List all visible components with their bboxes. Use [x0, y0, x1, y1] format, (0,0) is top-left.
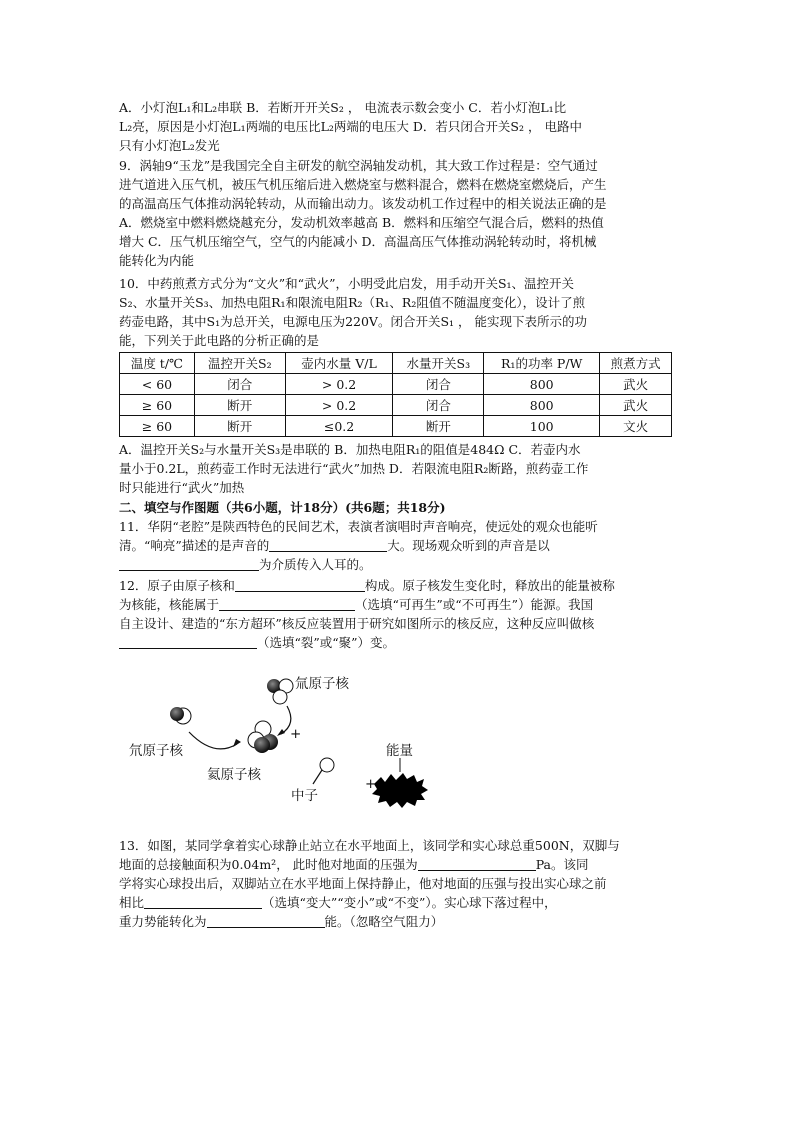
table-cell: 断开	[194, 395, 285, 416]
table-cell: < 60	[120, 374, 195, 395]
q10-function-table	[119, 352, 672, 437]
table-cell: 100	[484, 416, 600, 437]
table-cell: ≥ 60	[120, 416, 195, 437]
q13-text: ， 此时他对地面的压强为	[276, 857, 418, 872]
q11-text: 为介质传入人耳的。	[259, 557, 372, 572]
q9-line-1: 9．涡轴9“玉龙”是我国完全自主研发的航空涡轴发动机，其大致工作过程是：空气通过	[119, 158, 598, 173]
q12-line-3: 自主设计、建造的“东方超环”核反应装置用于研究如图所示的核反应，这种反应叫做核	[119, 616, 595, 631]
q12-text: 为核能，核能属于	[119, 597, 220, 612]
q8-line-2: L₂亮，原因是小灯泡L₁两端的电压比L₂两端的电压大 D．若只闭合开关S₂ ， 电路中	[119, 119, 582, 134]
section-2-heading: 二、填空与作图题（共6小题，计18分）(共6题；共18分)	[119, 500, 446, 515]
table-cell: > 0.2	[285, 374, 393, 395]
plus-sign-2: +	[365, 776, 377, 792]
question-12	[119, 576, 675, 652]
q9-line-3: 的高温高压气体推动涡轮转动，从而输出动力。该发动机工作过程中的相关说法正确的是	[119, 196, 607, 211]
deuterium-label: 氘原子核	[129, 743, 183, 759]
q13-text: 相比	[119, 895, 145, 910]
q11-answer-blank-1[interactable]	[269, 538, 387, 552]
q13-text: 能。（忽略空气阻力）	[324, 914, 444, 929]
question-8-options	[119, 98, 675, 155]
q13-line-5	[119, 912, 675, 931]
table-cell: ≥ 60	[120, 395, 195, 416]
table-cell: 武火	[600, 395, 672, 416]
header-mode: 煎煮方式	[600, 353, 672, 374]
q9-line-2: 进气道进入压气机，被压气机压缩后进入燃烧室与燃料混合，燃料在燃烧室燃烧后，产生	[119, 177, 607, 192]
tritium-nucleus	[267, 679, 293, 704]
table-cell: ≤0.2	[285, 416, 393, 437]
q9-line-5: 增大 C．压气机压缩空气，空气的内能减小 D．高温高压气体推动涡轮转动时，将机械	[119, 234, 597, 249]
q12-line-4	[119, 633, 675, 652]
q13-line-4	[119, 893, 675, 912]
q13-answer-blank-2[interactable]	[144, 895, 262, 909]
q9-line-6: 能转化为内能	[119, 253, 195, 268]
q13-line-3: 学将实心球投出后，双脚站立在水平地面上保持静止，他对地面的压强与投出实心球之前	[119, 876, 607, 891]
table-row	[120, 416, 672, 437]
table-cell: > 0.2	[285, 395, 393, 416]
q12-answer-blank-1[interactable]	[235, 578, 365, 592]
table-cell: 断开	[194, 416, 285, 437]
q12-text: （选填“裂”或“聚”）变。	[257, 635, 396, 650]
table-cell: 文火	[600, 416, 672, 437]
q11-text: 大。现场观众听到的声音是以	[387, 538, 550, 553]
header-water-volume: 壶内水量 V/L	[285, 353, 393, 374]
q11-answer-blank-2[interactable]	[119, 557, 259, 571]
table-cell: 800	[484, 395, 600, 416]
question-9	[119, 156, 675, 270]
q10-line-1: 10．中药煎煮方式分为“文火”和“武火”，小明受此启发，用手动开关S₁、温控开关	[119, 276, 575, 291]
q13-text: （选填“变大”“变小”或“不变”）。实心球下落过程中，	[262, 895, 557, 910]
q12-text: 12．原子由原子核和	[119, 578, 235, 593]
plus-sign-1: +	[290, 726, 302, 742]
table-cell: 武火	[600, 374, 672, 395]
deuterium-nucleus	[170, 707, 191, 724]
q11-line-1: 11．华阴“老腔”是陕西特色的民间艺术，表演者演唱时声音响亮，使远处的观众也能听	[119, 519, 598, 534]
table-cell: 闭合	[393, 374, 484, 395]
tritium-label: 氚原子核	[295, 676, 349, 692]
q10-option-line-3: 时只能进行“武火”加热	[119, 480, 245, 495]
q12-answer-blank-3[interactable]	[119, 635, 257, 649]
q13-text: 重力势能转化为	[119, 914, 207, 929]
q10-option-line-1: A．温控开关S₂与水量开关S₃是串联的 B．加热电阻R₁的阻值是484Ω C．若壶内水	[119, 442, 581, 457]
table-cell: 800	[484, 374, 600, 395]
header-temperature: 温度 t/℃	[120, 353, 195, 374]
helium-nucleus	[248, 721, 278, 753]
fusion-reaction-figure	[119, 666, 675, 816]
table-cell: 断开	[393, 416, 484, 437]
table-header-row	[120, 353, 672, 374]
table-cell: 闭合	[393, 395, 484, 416]
q12-line-2	[119, 595, 675, 614]
q11-text: 清。“响亮”描述的是声音的	[119, 538, 270, 553]
question-10	[119, 274, 675, 497]
q12-text: 构成。原子核发生变化时，释放出的能量被称	[364, 578, 615, 593]
q12-line-1	[119, 576, 675, 595]
exam-page	[119, 98, 675, 932]
header-water-switch: 水量开关S₃	[393, 353, 484, 374]
header-r1-power: R₁的功率 P/W	[484, 353, 600, 374]
question-11	[119, 517, 675, 574]
q9-line-4: A．燃烧室中燃料燃烧越充分，发动机效率越高 B．燃料和压缩空气混合后，燃料的热值	[119, 215, 604, 230]
q13-line-1: 13．如图，某同学拿着实心球静止站立在水平地面上，该同学和实心球总重500N，双脚与	[119, 838, 620, 853]
q8-line-1: A．小灯泡L₁和L₂串联 B．若断开开关S₂ ， 电流表示数会变小 C．若小灯泡L₁比	[119, 100, 567, 115]
table-row	[120, 374, 672, 395]
q13-line-2	[119, 855, 675, 874]
energy-burst-icon	[372, 773, 428, 808]
q10-line-4: 能，下列关于此电路的分析正确的是	[119, 333, 320, 348]
table-cell: 闭合	[194, 374, 285, 395]
q12-answer-blank-2[interactable]	[219, 597, 355, 611]
neutron	[313, 758, 334, 784]
helium-label: 氦原子核	[207, 767, 261, 783]
table-row	[120, 395, 672, 416]
neutron-label: 中子	[291, 788, 318, 804]
q13-answer-blank-3[interactable]	[207, 914, 325, 928]
q11-line-3	[119, 555, 675, 574]
q10-line-2: S₂、水量开关S₃、加热电阻R₁和限流电阻R₂（R₁、R₂阻值不随温度变化），设计了煎	[119, 295, 586, 310]
q13-text: Pa。该同	[535, 857, 589, 872]
header-temp-switch: 温控开关S₂	[194, 353, 285, 374]
q13-text: 地面的总接触面积为0.04m²	[119, 857, 277, 872]
question-13	[119, 836, 675, 931]
q11-line-2	[119, 536, 675, 555]
q10-line-3: 药壶电路，其中S₁为总开关，电源电压为220V。闭合开关S₁ ， 能实现下表所示的功	[119, 314, 587, 329]
q12-text: （选填“可再生”或“不可再生”）能源。我国	[355, 597, 594, 612]
energy-label: 能量	[386, 743, 413, 759]
deuterium-arrow	[189, 732, 237, 749]
q13-answer-blank-1[interactable]	[418, 857, 536, 871]
q8-line-3: 只有小灯泡L₂发光	[119, 138, 220, 153]
q10-option-line-2: 量小于0.2L，煎药壶工作时无法进行“武火”加热 D．若限流电阻R₂断路，煎药壶工作	[119, 461, 589, 476]
